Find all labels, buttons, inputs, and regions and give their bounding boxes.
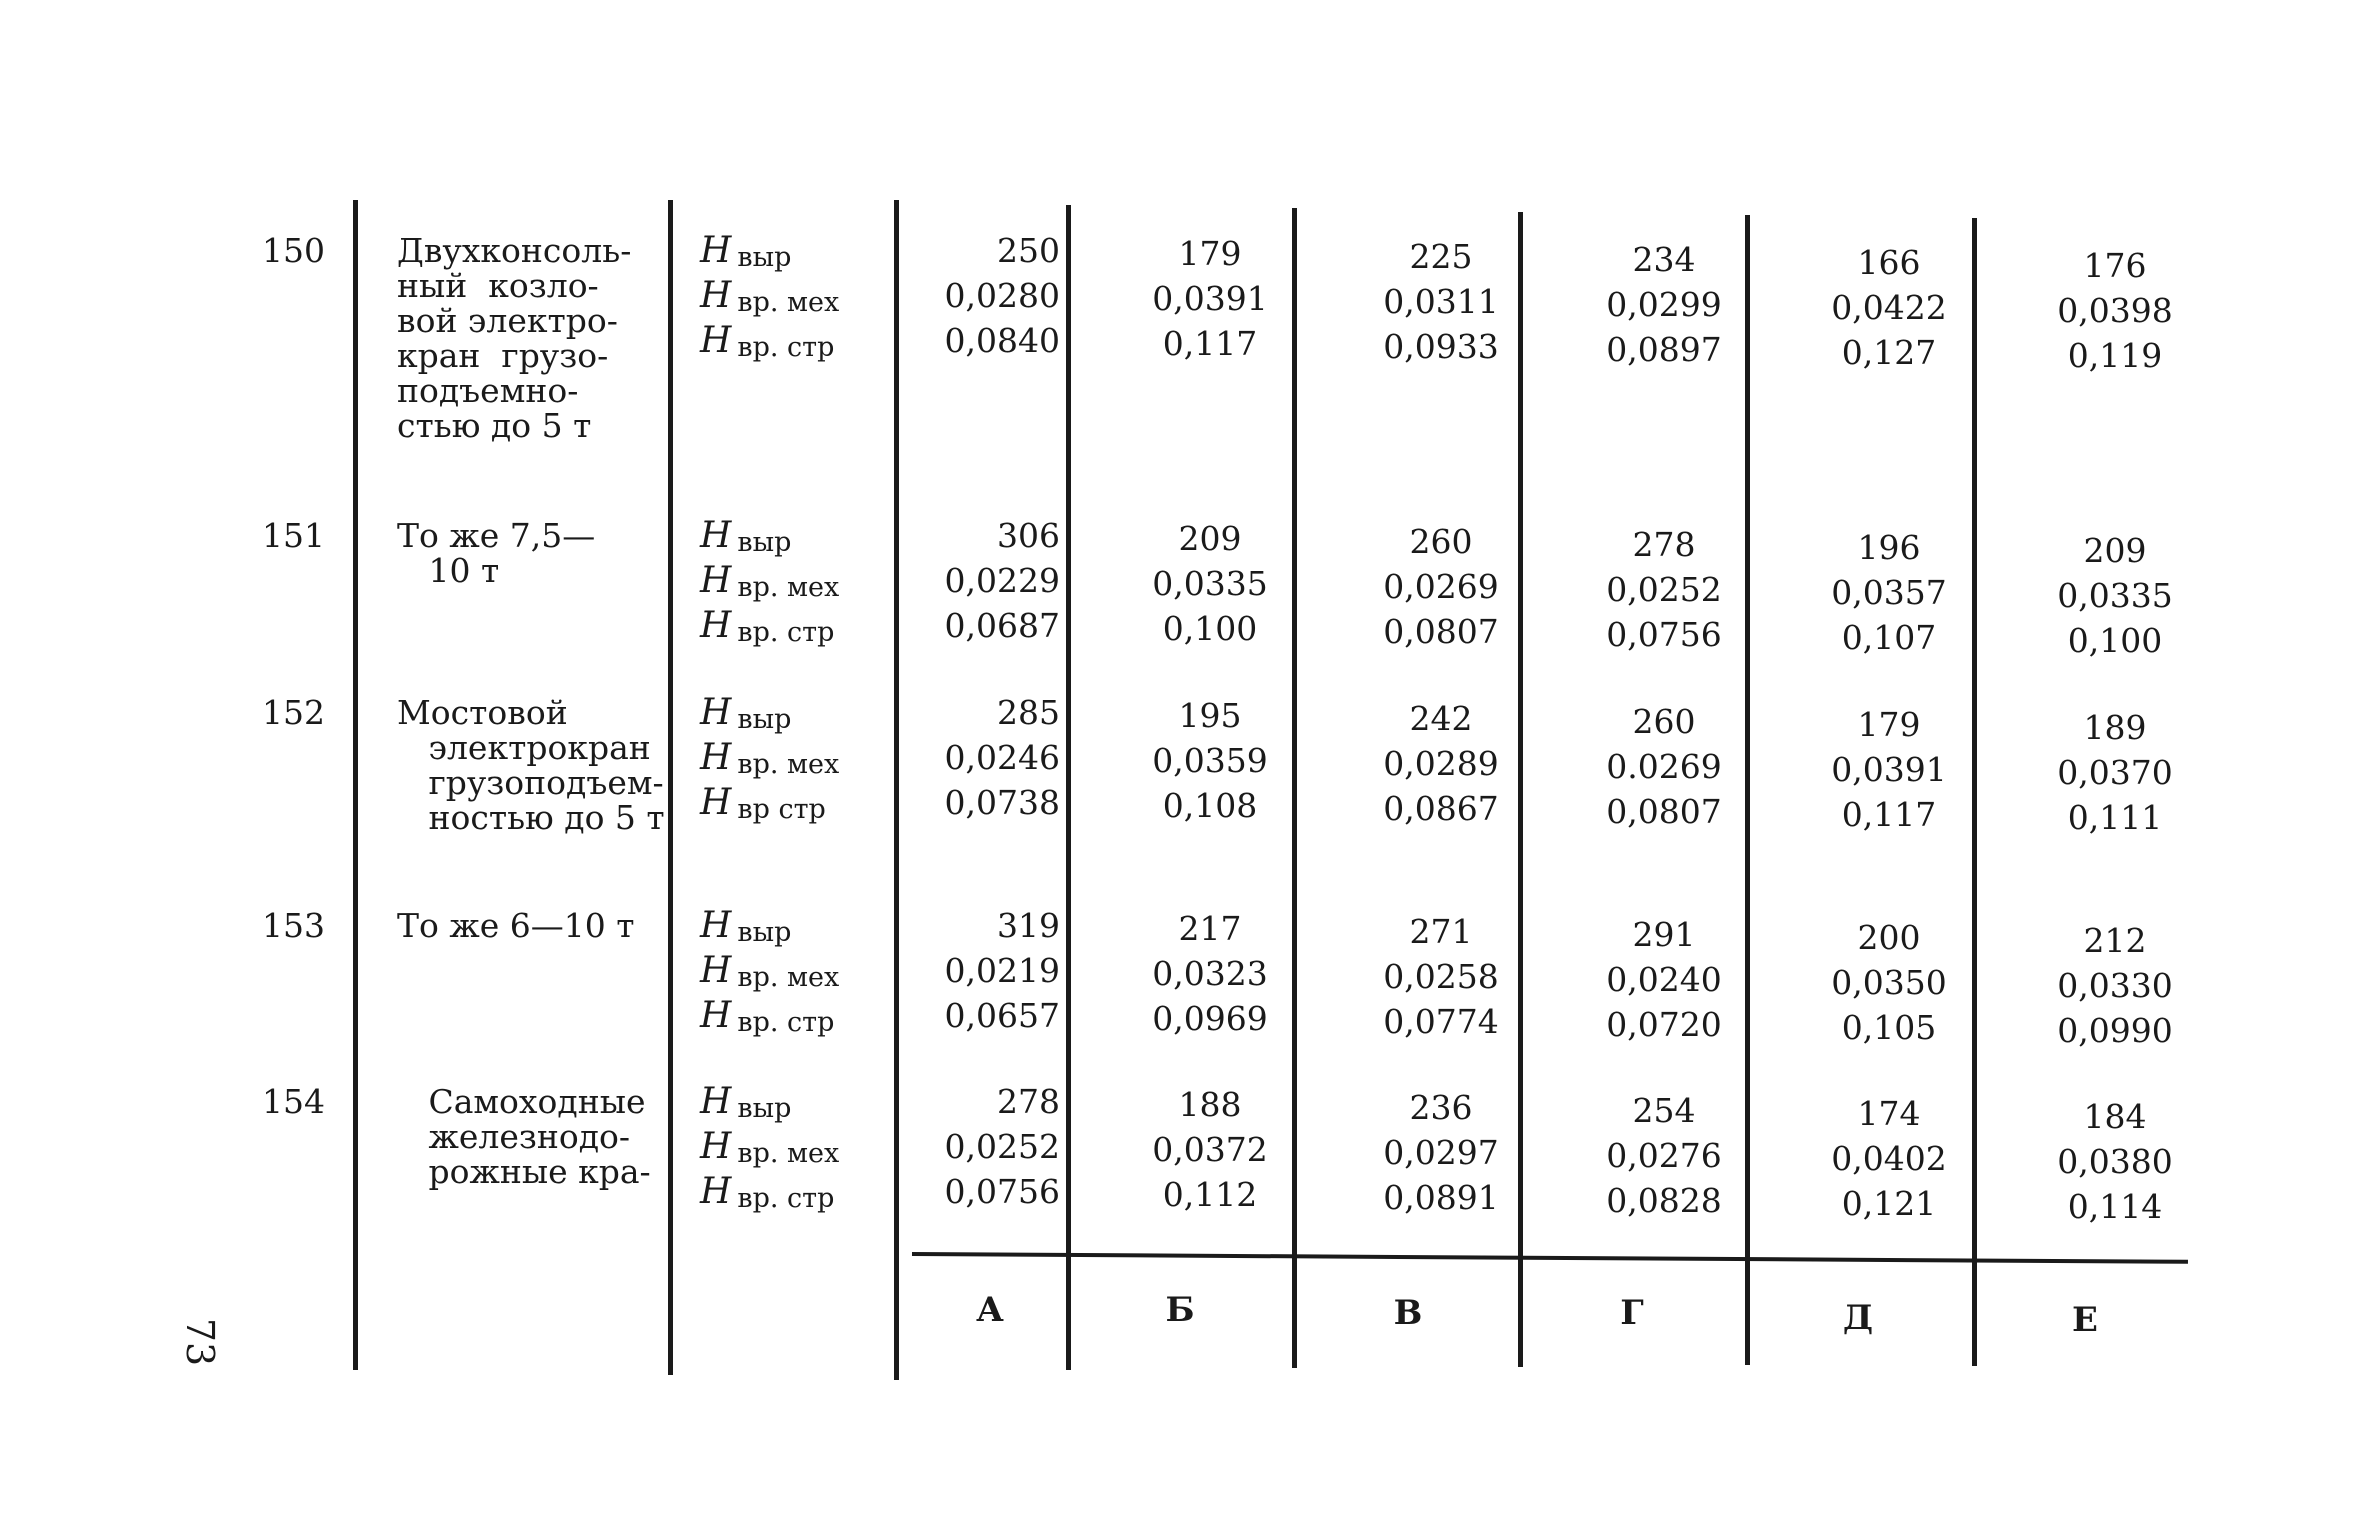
table-cell: 0,0391 xyxy=(1831,750,1947,789)
table-cell: 271 xyxy=(1409,912,1473,951)
rule-col-b xyxy=(1292,208,1297,1368)
table-cell: 0,0756 xyxy=(1606,615,1722,654)
table-cell: 0,0350 xyxy=(1831,963,1947,1002)
table-cell: 0,0897 xyxy=(1606,330,1722,369)
norm-symbol: Н xyxy=(700,230,732,271)
norm-label xyxy=(700,607,834,648)
norm-symbol: Н xyxy=(700,605,732,646)
table-cell: 0,0269 xyxy=(1383,567,1499,606)
norm-symbol: Н xyxy=(700,905,732,946)
norm-label xyxy=(700,784,826,825)
norm-subscript: вр. стр xyxy=(737,617,835,648)
rule-label xyxy=(894,200,899,1380)
table-cell: 0,119 xyxy=(2067,336,2163,375)
norm-label xyxy=(700,694,791,735)
norm-label xyxy=(700,952,839,993)
table-cell: 188 xyxy=(1178,1085,1242,1124)
row-number: 154 xyxy=(262,1082,325,1121)
table-cell: 225 xyxy=(1409,237,1473,276)
table-cell: 0,0335 xyxy=(1152,564,1268,603)
table-cell: 242 xyxy=(1409,699,1473,738)
norm-symbol: Н xyxy=(700,692,732,733)
table-cell: 0,0276 xyxy=(1606,1136,1722,1175)
norm-label xyxy=(700,232,791,273)
table-cell: 0,0933 xyxy=(1383,327,1499,366)
norm-label xyxy=(700,562,839,603)
column-header: Б xyxy=(1165,1290,1195,1330)
table-cell: 0,100 xyxy=(1162,609,1258,648)
column-header: В xyxy=(1393,1293,1423,1333)
table-cell: 0,0774 xyxy=(1383,1002,1499,1041)
table-cell: 179 xyxy=(1857,705,1921,744)
norm-subscript: вр. стр xyxy=(737,1183,835,1214)
table-cell: 0,0867 xyxy=(1383,789,1499,828)
norm-symbol: Н xyxy=(700,1171,732,1212)
page-number: 73 xyxy=(178,1317,223,1367)
table-cell: 0,0828 xyxy=(1606,1181,1722,1220)
row-number: 150 xyxy=(262,231,325,270)
table-cell: 285 xyxy=(997,693,1060,732)
table-cell: 0,0969 xyxy=(1152,999,1268,1038)
table-cell: 0,0738 xyxy=(944,783,1060,822)
table-cell: 0,0297 xyxy=(1383,1133,1499,1172)
row-name-line: кран грузо- xyxy=(397,336,609,375)
table-cell: 0,0299 xyxy=(1606,285,1722,324)
column-header: А xyxy=(976,1290,1004,1330)
rule-col-a xyxy=(1066,205,1071,1370)
row-name-line: электрокран xyxy=(397,728,651,767)
table-cell: 0.0269 xyxy=(1606,747,1722,786)
table-cell: 217 xyxy=(1178,909,1242,948)
table-cell: 166 xyxy=(1857,243,1921,282)
row-name-line: железнодо- xyxy=(397,1117,631,1156)
table-cell: 278 xyxy=(1632,525,1696,564)
table-cell: 0,0229 xyxy=(944,561,1060,600)
table-cell: 179 xyxy=(1178,234,1242,273)
table-cell: 260 xyxy=(1632,702,1696,741)
row-name-line: рожные кра- xyxy=(397,1152,651,1191)
norm-symbol: Н xyxy=(700,995,732,1036)
table-cell: 234 xyxy=(1632,240,1696,279)
norm-subscript: вр. мех xyxy=(737,962,840,993)
table-cell: 196 xyxy=(1857,528,1921,567)
table-cell: 0,0657 xyxy=(944,996,1060,1035)
table-cell: 260 xyxy=(1409,522,1473,561)
table-cell: 174 xyxy=(1857,1094,1921,1133)
norm-label xyxy=(700,1083,791,1124)
table-cell: 0,0219 xyxy=(944,951,1060,990)
table-cell: 278 xyxy=(997,1082,1060,1121)
rule-col-e xyxy=(1972,218,1977,1366)
row-name-line: грузоподъем- xyxy=(397,763,664,802)
norm-subscript: вр. мех xyxy=(737,287,840,318)
table-cell: 184 xyxy=(2083,1097,2147,1136)
table-cell: 0,0280 xyxy=(944,276,1060,315)
row-name-line: вой электро- xyxy=(397,301,618,340)
table-cell: 209 xyxy=(1178,519,1242,558)
norm-symbol: Н xyxy=(700,275,732,316)
norm-subscript: выр xyxy=(737,527,792,558)
table-cell: 0,0289 xyxy=(1383,744,1499,783)
row-name-line: ный козло- xyxy=(397,266,599,305)
row-number: 151 xyxy=(262,516,325,555)
table-cell: 291 xyxy=(1632,915,1696,954)
table-cell: 0,117 xyxy=(1162,324,1258,363)
column-header: Е xyxy=(2072,1300,2098,1340)
norm-subscript: выр xyxy=(737,704,792,735)
table-cell: 0,0335 xyxy=(2057,576,2173,615)
row-number: 153 xyxy=(262,906,325,945)
table-cell: 0,0807 xyxy=(1383,612,1499,651)
table-cell: 0,0323 xyxy=(1152,954,1268,993)
norm-subscript: вр стр xyxy=(737,794,826,825)
column-header: Д xyxy=(1842,1298,1874,1338)
table-cell: 0,0330 xyxy=(2057,966,2173,1005)
table-cell: 254 xyxy=(1632,1091,1696,1130)
table-cell: 0,105 xyxy=(1841,1008,1937,1047)
table-cell: 212 xyxy=(2083,921,2147,960)
norm-symbol: Н xyxy=(700,515,732,556)
table-cell: 0,0372 xyxy=(1152,1130,1268,1169)
row-name-line: То же 6—10 т xyxy=(397,906,635,945)
table-cell: 306 xyxy=(997,516,1060,555)
table-cell: 0,0891 xyxy=(1383,1178,1499,1217)
table-cell: 0,107 xyxy=(1841,618,1937,657)
norm-subscript: выр xyxy=(737,917,792,948)
row-name-line: 10 т xyxy=(397,551,500,590)
table-cell: 0,0720 xyxy=(1606,1005,1722,1044)
rule-header xyxy=(912,1252,2188,1264)
rule-name xyxy=(668,200,673,1375)
table-cell: 0,121 xyxy=(1841,1184,1937,1223)
norm-symbol: Н xyxy=(700,782,732,823)
table-cell: 319 xyxy=(997,906,1060,945)
table-cell: 0,0311 xyxy=(1383,282,1499,321)
table-cell: 0,0357 xyxy=(1831,573,1947,612)
row-name-line: Самоходные xyxy=(397,1082,646,1121)
table-cell: 0,112 xyxy=(1162,1175,1258,1214)
table-cell: 0,111 xyxy=(2067,798,2163,837)
norm-symbol: Н xyxy=(700,320,732,361)
table-cell: 0,0807 xyxy=(1606,792,1722,831)
rule-left xyxy=(353,200,358,1370)
norm-symbol: Н xyxy=(700,560,732,601)
norm-symbol: Н xyxy=(700,737,732,778)
table-cell: 0,0252 xyxy=(1606,570,1722,609)
row-name-line: подъемно- xyxy=(397,371,579,410)
norm-symbol: Н xyxy=(700,950,732,991)
table-cell: 0,0359 xyxy=(1152,741,1268,780)
table-cell: 189 xyxy=(2083,708,2147,747)
table-cell: 250 xyxy=(997,231,1060,270)
row-number: 152 xyxy=(262,693,325,732)
table-cell: 0,0990 xyxy=(2057,1011,2173,1050)
norm-subscript: выр xyxy=(737,242,792,273)
norm-label xyxy=(700,739,839,780)
norm-label xyxy=(700,1128,839,1169)
norm-subscript: вр. стр xyxy=(737,332,835,363)
norm-label xyxy=(700,1173,834,1214)
row-name-line: То же 7,5— xyxy=(397,516,596,555)
norm-symbol: Н xyxy=(700,1081,732,1122)
norm-symbol: Н xyxy=(700,1126,732,1167)
table-cell: 0,0380 xyxy=(2057,1142,2173,1181)
norm-label xyxy=(700,517,791,558)
norm-subscript: выр xyxy=(737,1093,792,1124)
table-cell: 200 xyxy=(1857,918,1921,957)
table-cell: 0,100 xyxy=(2067,621,2163,660)
table-cell: 0,0756 xyxy=(944,1172,1060,1211)
row-name-line: стью до 5 т xyxy=(397,406,592,445)
table-cell: 0,0391 xyxy=(1152,279,1268,318)
norm-subscript: вр. стр xyxy=(737,1007,835,1038)
row-name-line: Двухконсоль- xyxy=(397,231,632,270)
table-cell: 0,0370 xyxy=(2057,753,2173,792)
table-cell: 0,0258 xyxy=(1383,957,1499,996)
row-name-line: Мостовой xyxy=(397,693,568,732)
norm-subscript: вр. мех xyxy=(737,1138,840,1169)
table-cell: 0,0402 xyxy=(1831,1139,1947,1178)
norm-label xyxy=(700,907,791,948)
norm-subscript: вр. мех xyxy=(737,572,840,603)
norm-label xyxy=(700,997,834,1038)
table-cell: 176 xyxy=(2083,246,2147,285)
norm-label xyxy=(700,277,839,318)
table-cell: 0,0246 xyxy=(944,738,1060,777)
table-cell: 0,108 xyxy=(1162,786,1258,825)
norm-label xyxy=(700,322,834,363)
table-cell: 195 xyxy=(1178,696,1242,735)
norm-subscript: вр. мех xyxy=(737,749,840,780)
table-cell: 236 xyxy=(1409,1088,1473,1127)
table-cell: 0,0398 xyxy=(2057,291,2173,330)
table-cell: 0,114 xyxy=(2067,1187,2163,1226)
table-cell: 0,0840 xyxy=(944,321,1060,360)
table-cell: 0,0687 xyxy=(944,606,1060,645)
column-header: Г xyxy=(1620,1293,1644,1333)
table-cell: 0,117 xyxy=(1841,795,1937,834)
table-cell: 0,0252 xyxy=(944,1127,1060,1166)
table-cell: 0,127 xyxy=(1841,333,1937,372)
table-cell: 209 xyxy=(2083,531,2147,570)
table-cell: 0,0240 xyxy=(1606,960,1722,999)
row-name-line: ностью до 5 т xyxy=(397,798,665,837)
table-cell: 0,0422 xyxy=(1831,288,1947,327)
